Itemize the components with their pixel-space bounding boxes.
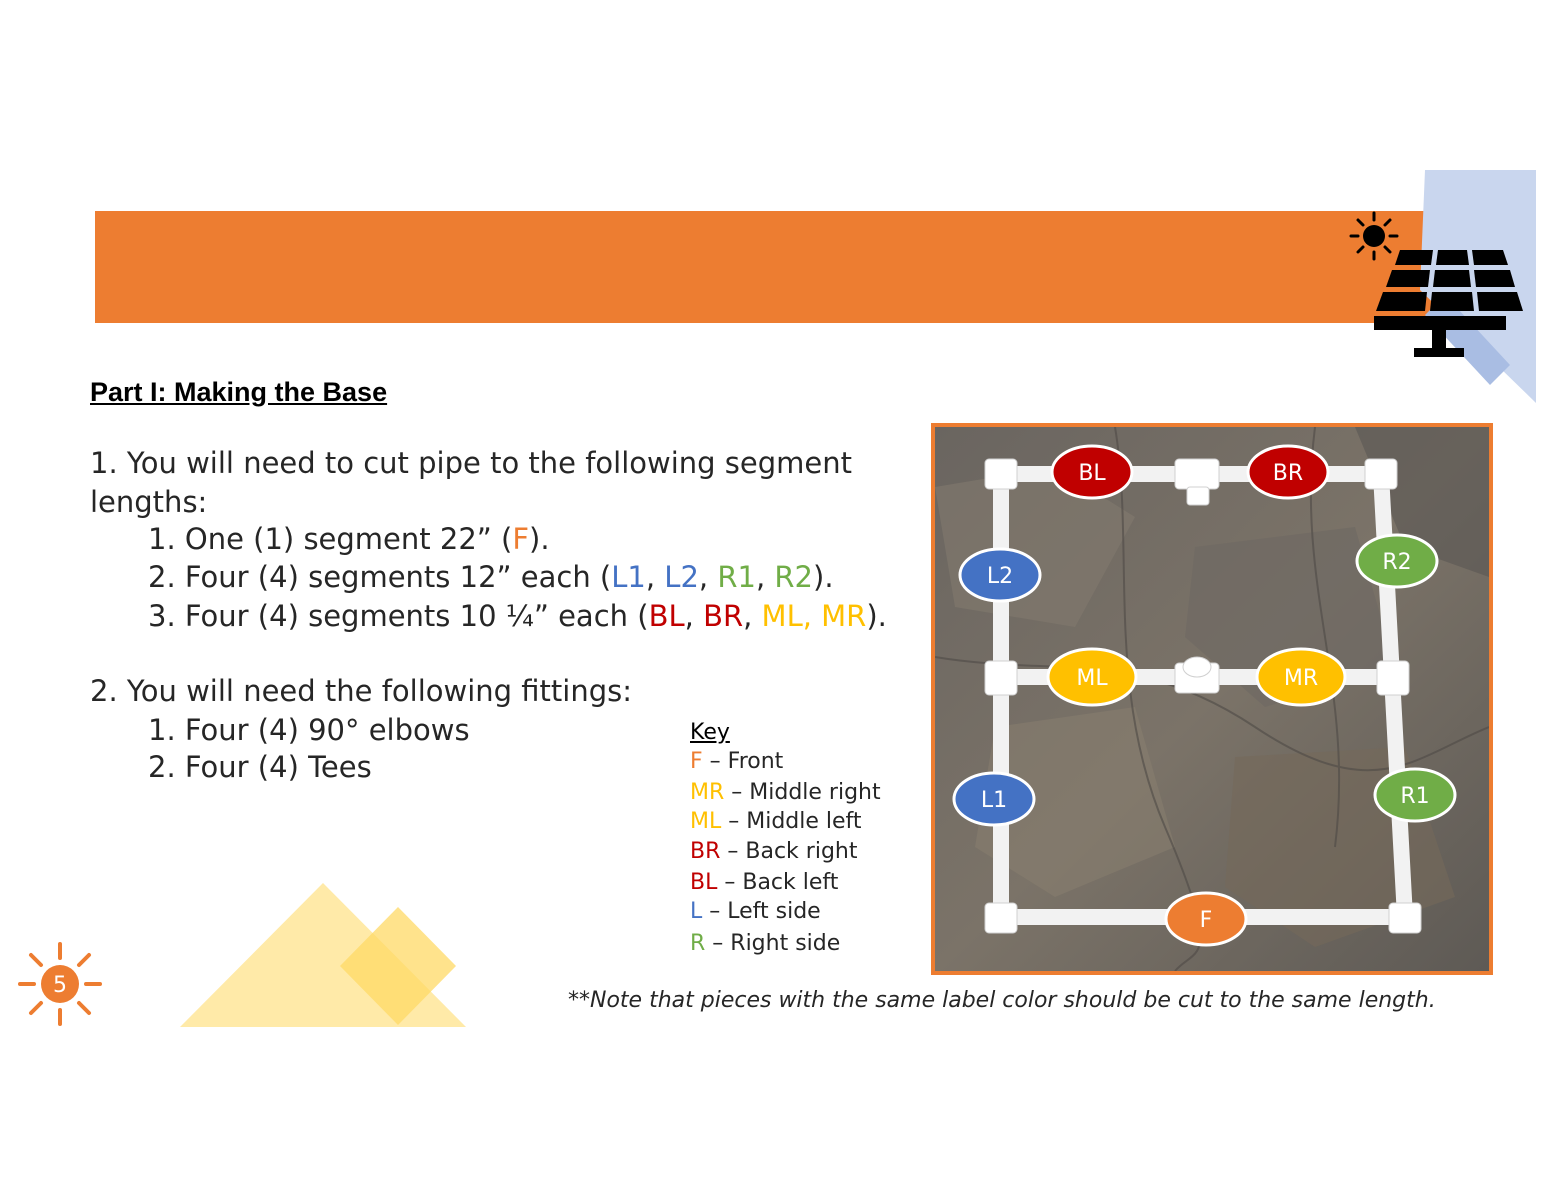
label-mr [1257, 649, 1345, 705]
key-entry-ml: ML – Middle left [690, 809, 862, 834]
label-f [1166, 893, 1246, 945]
cutting-note: **Note that pieces with the same label color should be cut to the same length. [568, 988, 1436, 1013]
pvc-frame-photo [931, 423, 1493, 975]
page-title: Part I: Making the Base [90, 377, 388, 407]
svg-text:R1: R1 [1400, 784, 1430, 809]
key-entry-br: BR – Back right [690, 839, 858, 864]
key-entry-f: F – Front [690, 749, 784, 774]
key-entry-bl: BL – Back left [690, 870, 839, 895]
label-ml [1048, 649, 1136, 705]
page-number-sun-icon [18, 942, 102, 1026]
step2-item2: 2. Four (4) Tees [148, 750, 372, 784]
sun-icon [1351, 213, 1397, 259]
label-l1 [954, 773, 1034, 825]
svg-text:F: F [1199, 908, 1213, 933]
step1-item2: 2. Four (4) segments 12” each (L1, L2, R1, R2). [148, 560, 834, 594]
step2-item1: 1. Four (4) 90° elbows [148, 713, 470, 747]
step2-heading: 2. You will need the following fittings: [90, 674, 633, 708]
key-entry-mr: MR – Middle right [690, 780, 881, 805]
svg-text:BL: BL [1078, 461, 1106, 486]
svg-text:BR: BR [1272, 461, 1304, 486]
svg-text:MR: MR [1283, 666, 1319, 691]
svg-text:L1: L1 [980, 788, 1008, 813]
step1-item1: 1. One (1) segment 22” (F). [148, 522, 550, 556]
label-l2 [960, 549, 1040, 601]
svg-text:L2: L2 [986, 564, 1014, 589]
label-r2 [1357, 535, 1437, 587]
label-bl [1052, 446, 1132, 498]
solar-panel-icon [1340, 170, 1550, 410]
key-entry-r: R – Right side [690, 931, 841, 956]
step1-heading-cont: lengths: [90, 485, 208, 519]
svg-text:ML: ML [1076, 666, 1108, 691]
key-title: Key [690, 720, 730, 745]
step1-item3: 3. Four (4) segments 10 ¼” each (BL, BR, ML, MR). [148, 599, 887, 633]
svg-text:R2: R2 [1382, 550, 1412, 575]
mountains-decoration [180, 880, 470, 1030]
header-banner [95, 211, 1457, 323]
key-entry-l: L – Left side [690, 899, 821, 924]
step1-heading: 1. You will need to cut pipe to the following segment [90, 446, 853, 480]
label-br [1248, 446, 1328, 498]
label-r1 [1375, 769, 1455, 821]
page-number: 5 [53, 973, 67, 998]
